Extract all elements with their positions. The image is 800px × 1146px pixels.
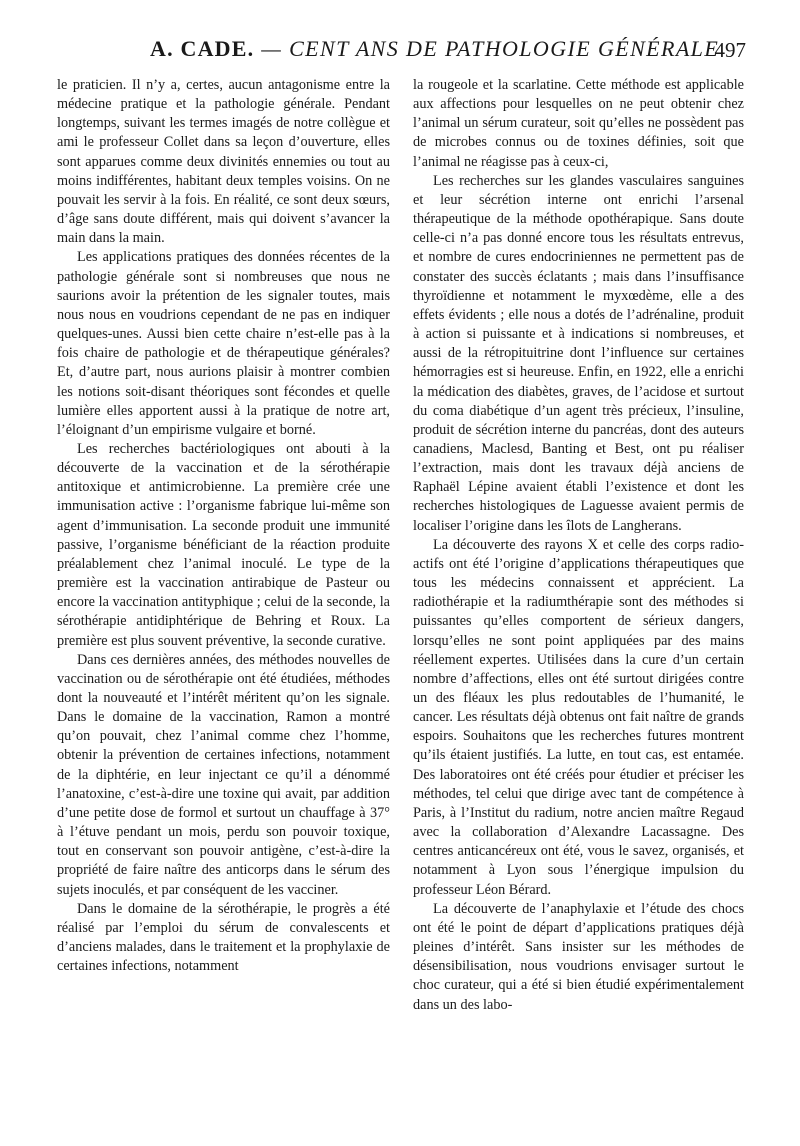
paragraph-left-5: Dans le domaine de la sérothérapie, le progrès a été réalisé par l’emploi du sérum de convalescents et d’anciens malades, dans le traitement et la prophylaxie de certaines infections, notamment: [57, 900, 390, 975]
running-header: [58, 36, 746, 70]
header-dash: —: [254, 36, 290, 61]
paragraph-left-4: Dans ces dernières années, des méthodes nouvelles de vaccination ou de sérothérapie ont été étudiées, méthodes dont la nouveauté et l’intérêt méritent qu’on les signale. Dans le domaine de la vaccination, Ramon a montré qu’on pouvait, chez l’animal comme chez l’homme, obtenir la prévention de certaines infections, notamment de la diphtérie, en leur injectant ce qu’il a dénommé l’anatoxine, c’est-à-dire une toxine qui avait, par addition d’une petite dose de formol et surtout un chauffage à 37° à l’étuve pendant un mois, perdu son pouvoir toxique, tout en conservant son pouvoir antigène, c’est-à-dire la propriété de faire naître des anticorps dans le sérum des sujets inoculés, et par conséquent de les vacciner.: [57, 651, 390, 898]
header-title: CENT ANS DE PATHOLOGIE GÉNÉRALE: [289, 36, 720, 61]
paragraph-left-1: le praticien. Il n’y a, certes, aucun antagonisme entre la médecine pratique et la pathologie générale. Pendant longtemps, suivant les termes imagés de notre collègue et ami le professeur Collet dans sa leçon d’ouverture, elles sont apparues comme deux divinités ennemies ou tout au moins indifférentes, habitant deux temples voisins. On ne pouvait les servir à la fois. En réalité, ce sont deux sœurs, d’âge sans doute différent, mais qui doivent s’avancer la main dans la main.: [57, 77, 390, 247]
paragraph-right-2: Les recherches sur les glandes vasculaires sanguines et leur sécrétion interne ont enrichi l’arsenal thérapeutique de la méthode opothérapique. Sans doute celle-ci n’a pas donné encore tous les résultats entrevus, et nombre de cures endocriniennes ne permettent pas de constater des succès éclatants ; mais dans l’insuffisance thyroïdienne et notamment le myxœdème, elle a des effets évidents ; elle nous a dotés de l’adrénaline, produit à action si puissante et à indications si nombreuses, et aussi de la rétropituitrine dont l’influence sur certaines hémorragies est si heureuse. Enfin, en 1922, elle a enrichi la médication des diabètes, graves, de l’acidose et surtout du coma diabétique d’un agent très précieux, l’insuline, produit de sécrétion interne du pancréas, dont des auteurs canadiens, Maclesd, Banting et Best, ont pu réaliser l’extraction, mais dont les travaux déjà anciens de Raphaël Lépine avaient établi l’existence et dont les recherches histologiques de Laguesse avaient permis de localiser l’origine dans les îlots de Langherans.: [413, 172, 744, 534]
running-title: [150, 36, 719, 62]
paragraph-left-3: Les recherches bactériologiques ont abouti à la découverte de la vaccination et de la sérothérapie antitoxique et antimicrobienne. La première crée une immunisation active : l’organisme fabrique lui-même son agent d’immunisation. La seconde produit une immunité passive, l’organisme bénéficiant de la réaction produite préalablement chez l’animal inoculé. Le type de la première est la vaccination antirabique de Pasteur ou encore la vaccination antityphique ; celui de la seconde, la sérothérapie antidiphtérique de Behring et Roux. La première est plus souvent préventive, la seconde curative.: [57, 440, 390, 649]
paragraph-right-3: La découverte des rayons X et celle des corps radio-actifs ont été l’origine d’applications thérapeutiques que tous les médecins connaissent et apprécient. La radiothérapie et la radiumthérapie sont des méthodes si puissantes qu’elles comportent de sérieux dangers, lorsqu’elles ne sont point appliquées par des mains réellement expertes. Utilisées dans la cure d’un certain nombre d’affections, elles ont été surtout dirigées contre un des fléaux les plus redoutables de l’humanité, le cancer. Les résultats déjà obtenus ont fait naître de grands espoirs. Souhaitons que les recherches futures montrent qu’ils étaient justifiés. La lutte, en tout cas, est entamée. Des laboratoires ont été créés pour étudier et préciser les méthodes, tel celui que dirige avec tant de compétence à Paris, à l’Institut du radium, notre ancien maître Regaud avec la collaboration d’Alexandre Lacassagne. Des centres anticancéreux ont été, vous le savez, organisés, et notamment à Lyon sous l’énergique impulsion du professeur Léon Bérard.: [413, 536, 744, 898]
paragraph-left-2: Les applications pratiques des données récentes de la pathologie générale sont si nombreuses que nous ne saurions avoir la prétention de les signaler toutes, mais nous nous en voudrions cependant de ne pas en indiquer quelques-unes. Aussi bien cette chaire n’est-elle pas à la fois chaire de pathologie et de thérapeutique générales? Et, d’autre part, nous aurions plaisir à montrer combien les notions soit-disant théoriques sont fécondes et quelle lumière elles apportent aussi à la pratique de notre art, l’éloignant d’un empirisme vulgaire et borné.: [57, 249, 390, 438]
paragraph-right-4: La découverte de l’anaphylaxie et l’étude des chocs ont été le point de départ d’applications pratiques déjà pleines d’intérêt. Sans insister sur les méthodes de désensibilisation, nous voudrions envisager surtout le choc curateur, qui a été si bien étudié expérimentalement dans un des labo-: [413, 900, 744, 1013]
paragraph-right-1: la rougeole et la scarlatine. Cette méthode est applicable aux affections pour lesquelles on ne peut obtenir chez l’animal un sérum curateur, soit qu’elles ne possèdent pas de microbes connus ou de toxines définies, soit que l’animal ne réagisse pas à ceux-ci,: [413, 77, 744, 170]
left-column: [57, 76, 390, 976]
right-column: [413, 76, 744, 1015]
page-number: 497: [714, 38, 746, 62]
header-author: A. CADE.: [150, 36, 255, 61]
